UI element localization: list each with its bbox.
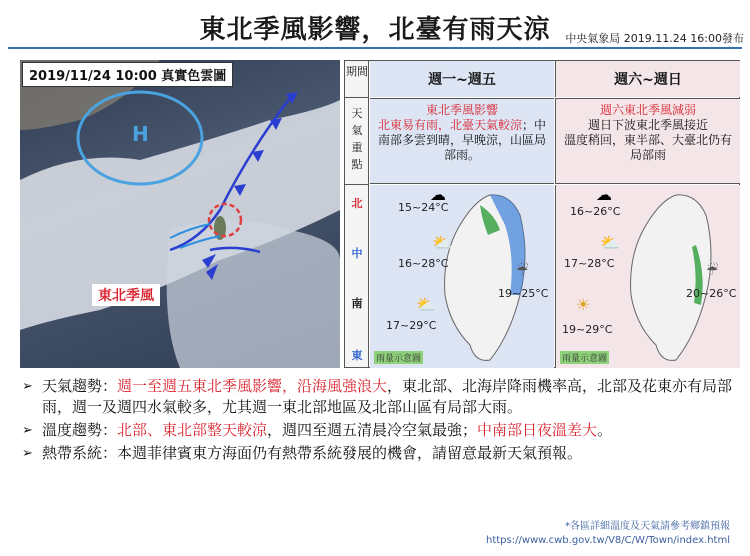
sun-icon: ☀ xyxy=(576,295,591,314)
note-red: 北部、東北部整天較涼 xyxy=(117,421,268,439)
weekday-east-temp: 19~25°C xyxy=(498,287,549,300)
partly-cloudy-icon: ⛅ xyxy=(416,295,436,314)
weekend-header: 週六~週日 xyxy=(555,61,740,97)
region-north: 北 xyxy=(351,197,363,210)
header xyxy=(0,0,750,48)
satellite-timestamp: 2019/11/24 10:00 真實色雲圖 xyxy=(22,62,233,87)
note-text-2: 。 xyxy=(597,421,613,439)
note-text: 本週菲律賓東方海面仍有熱帶系統發展的機會，請留意最新天氣預報。 xyxy=(117,444,583,462)
weekday-line2: 北東易有雨，北臺天氣較涼 xyxy=(377,118,522,132)
high-pressure-label: H xyxy=(132,122,149,146)
footer-note: *各區詳細溫度及天氣請參考鄉鎮預報 xyxy=(565,521,730,532)
weekend-summary xyxy=(555,98,740,184)
weekday-rain-legend: 雨量示意圖 xyxy=(374,351,423,364)
table-side-column xyxy=(345,61,369,367)
weekday-header: 週一~週五 xyxy=(370,61,554,97)
note-weather-trend xyxy=(22,376,742,418)
note-text: ，週四至週五清晨冷空氣最強； xyxy=(267,421,478,439)
note-label: 溫度趨勢： xyxy=(42,421,118,439)
cloud-icon: ☁ xyxy=(596,185,612,204)
cloud-icon: ☁ xyxy=(430,185,446,204)
partly-cloudy-icon: ⛅ xyxy=(432,233,452,252)
weekday-line3: ；中南部多雲到晴，早晚涼，山區局部雨。 xyxy=(377,118,547,162)
rain-cloud-icon: ☔ xyxy=(706,263,719,279)
weekday-summary xyxy=(370,98,554,184)
weekend-north-temp: 16~26°C xyxy=(570,205,621,218)
footer-url[interactable]: https://www.cwb.gov.tw/V8/C/W/Town/index.html xyxy=(485,535,730,546)
region-east: 東 xyxy=(351,349,363,362)
bullet-arrow-icon: ➢ xyxy=(22,446,33,461)
weekday-map xyxy=(370,185,554,368)
note-label: 熱帶系統： xyxy=(42,444,118,462)
satellite-image xyxy=(20,60,340,368)
period-header: 期間 xyxy=(346,65,368,78)
region-south: 南 xyxy=(351,297,363,310)
weekday-north-temp: 15~24°C xyxy=(398,201,449,214)
note-temperature-trend xyxy=(22,420,742,441)
weekend-line1: 週六東北季風減弱 xyxy=(599,103,696,117)
title-rule xyxy=(8,47,742,49)
forecast-notes xyxy=(22,376,742,466)
bullet-arrow-icon: ➢ xyxy=(22,379,33,394)
rain-cloud-icon: ☔ xyxy=(516,263,529,279)
weekend-central-temp: 17~28°C xyxy=(564,257,615,270)
note-tropical-system xyxy=(22,443,742,464)
footer xyxy=(486,520,730,548)
weekend-south-temp: 19~29°C xyxy=(562,323,613,336)
weather-header-2: 氣 xyxy=(351,124,363,137)
weekend-line2: 週日下波東北季風接近 xyxy=(587,118,708,132)
weather-header-3: 重 xyxy=(351,141,363,154)
forecast-table xyxy=(344,60,740,368)
region-central: 中 xyxy=(351,247,363,260)
satellite-drawing xyxy=(20,60,340,368)
weather-header-1: 天 xyxy=(351,107,363,120)
weekend-rain-legend: 雨量示意圖 xyxy=(560,351,609,364)
weekend-east-temp: 20~26°C xyxy=(686,287,737,300)
page-title: 東北季風影響，北臺有雨天涼 xyxy=(199,15,551,45)
weekend-map xyxy=(555,185,740,368)
weekday-south-temp: 17~29°C xyxy=(386,319,437,332)
partly-cloudy-icon: ⛅ xyxy=(600,233,620,252)
note-label: 天氣趨勢： xyxy=(42,377,118,395)
note-red: 週一至週五東北季風影響，沿海風強浪大 xyxy=(117,377,388,395)
weekday-central-temp: 16~28°C xyxy=(398,257,449,270)
weekday-line1: 東北季風影響 xyxy=(425,103,498,117)
monsoon-label: 東北季風 xyxy=(92,284,160,306)
weather-header-4: 點 xyxy=(351,158,363,171)
note-text: ，東北部、北海岸降雨機率高，北部及花東亦有局部雨，週一及週四水氣較多，尤其週一東北部地區及北部山區有局部大雨。 xyxy=(42,377,733,416)
bullet-arrow-icon: ➢ xyxy=(22,423,33,438)
weekend-line3: 溫度稍回，東半部、大臺北仍有局部雨 xyxy=(563,133,732,162)
issued-time: 中央氣象局 2019.11.24 16:00發布 xyxy=(565,32,744,45)
note-red-2: 中南部日夜溫差大 xyxy=(477,421,598,439)
